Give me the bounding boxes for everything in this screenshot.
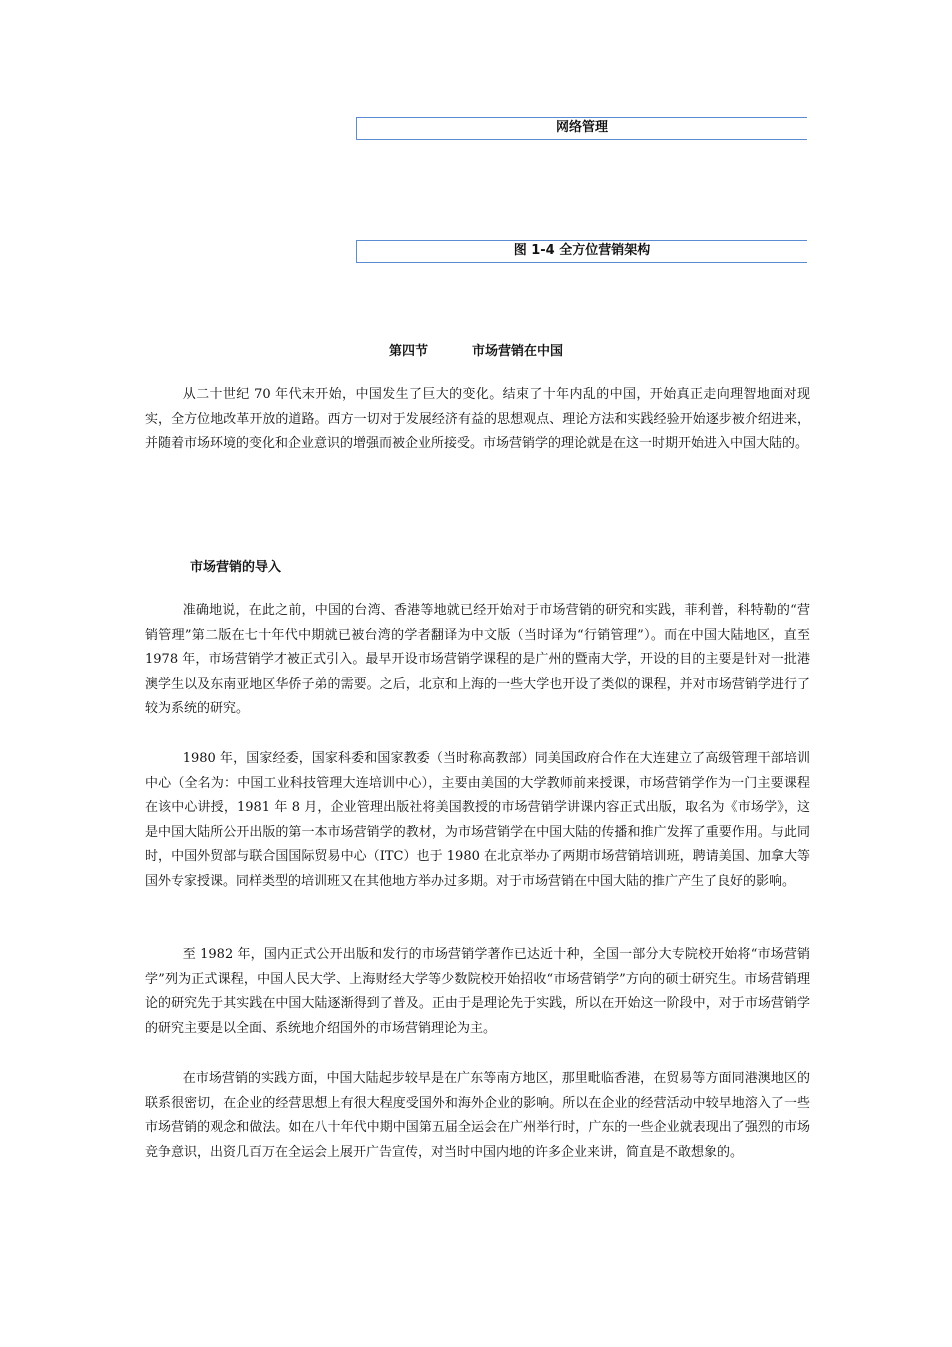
diagram-label-box <box>356 117 807 140</box>
figure-caption: 图 1-4 全方位营销架构 <box>513 243 651 258</box>
section-heading <box>0 340 952 359</box>
paragraph-5: 在市场营销的实践方面，中国大陆起步较早是在广东等南方地区，那里毗临香港，在贸易等方面同港澳地区的联系很密切，在企业的经营思想上有很大程度受国外和海外企业的影响。所以在企业的经营活动中较早地溶入了一些市场营销的观念和做法。如在八十年代中期中国第五届全运会在广州举行时，广东的一些企业就表现出了强烈的市场竞争意识，出资几百万在全运会上展开广告宣传，对当时中国内地的许多企业来讲，简直是不敢想象的。 <box>145 1071 810 1160</box>
section-title: 市场营销在中国 <box>472 344 564 359</box>
paragraph-3: 1980 年，国家经委，国家科委和国家教委（当时称高教部）同美国政府合作在大连建立了高级管理干部培训中心（全名为：中国工业科技管理大连培训中心），主要由美国的大学教师前来授课，市场营销学作为一门主要课程在该中心讲授，1981 年 8 月，企业管理出版社将美国教授的市场营销学讲课内容正式出版，取名为《市场学》，这是中国大陆所公开出版的第一本市场营销学的教材，为市场营销学在中国大陆的传播和推广发挥了重要作用。与此同时，中国外贸部与联合国国际贸易中心（ITC）也于 1980 在北京举办了两期市场营销培训班，聘请美国、加拿大等国外专家授课。同样类型的培训班又在其他地方举办过多期。对于市场营销在中国大陆的推广产生了良好的影响。 <box>145 751 810 889</box>
paragraph-4: 至 1982 年，国内正式公开出版和发行的市场营销学著作已达近十种，全国一部分大专院校开始将“市场营销学”列为正式课程，中国人民大学、上海财经大学等少数院校开始招收“市场营销学”方向的硕士研究生。市场营销理论的研究先于其实践在中国大陆逐渐得到了普及。正由于是理论先于实践，所以在开始这一阶段中，对于市场营销学的研究主要是以全面、系统地介绍国外的市场营销理论为主。 <box>145 947 810 1036</box>
subsection-heading: 市场营销的导入 <box>190 560 282 575</box>
paragraph-1: 从二十世纪 70 年代末开始，中国发生了巨大的变化。结束了十年内乱的中国，开始真正走向理智地面对现实，全方位地改革开放的道路。西方一切对于发展经济有益的思想观点、理论方法和实践经验开始逐步被介绍进来，并随着市场环境的变化和企业意识的增强而被企业所接受。市场营销学的理论就是在这一时期开始进入中国大陆的。 <box>145 387 810 451</box>
paragraph-2: 准确地说，在此之前，中国的台湾、香港等地就已经开始对于市场营销的研究和实践，菲利普，科特勒的“营销管理”第二版在七十年代中期就已被台湾的学者翻译为中文版（当时译为“行销管理”）。而在中国大陆地区，直至 1978 年，市场营销学才被正式引入。最早开设市场营销学课程的是广州的暨南大学，开设的目的主要是针对一批港澳学生以及东南亚地区华侨子弟的需要。之后，北京和上海的一些大学也开设了类似的课程，并对市场营销学进行了较为系统的研究。 <box>145 603 810 716</box>
diagram-label-text: 网络管理 <box>555 120 608 135</box>
section-number: 第四节 <box>388 344 428 359</box>
figure-caption-box <box>356 240 807 263</box>
